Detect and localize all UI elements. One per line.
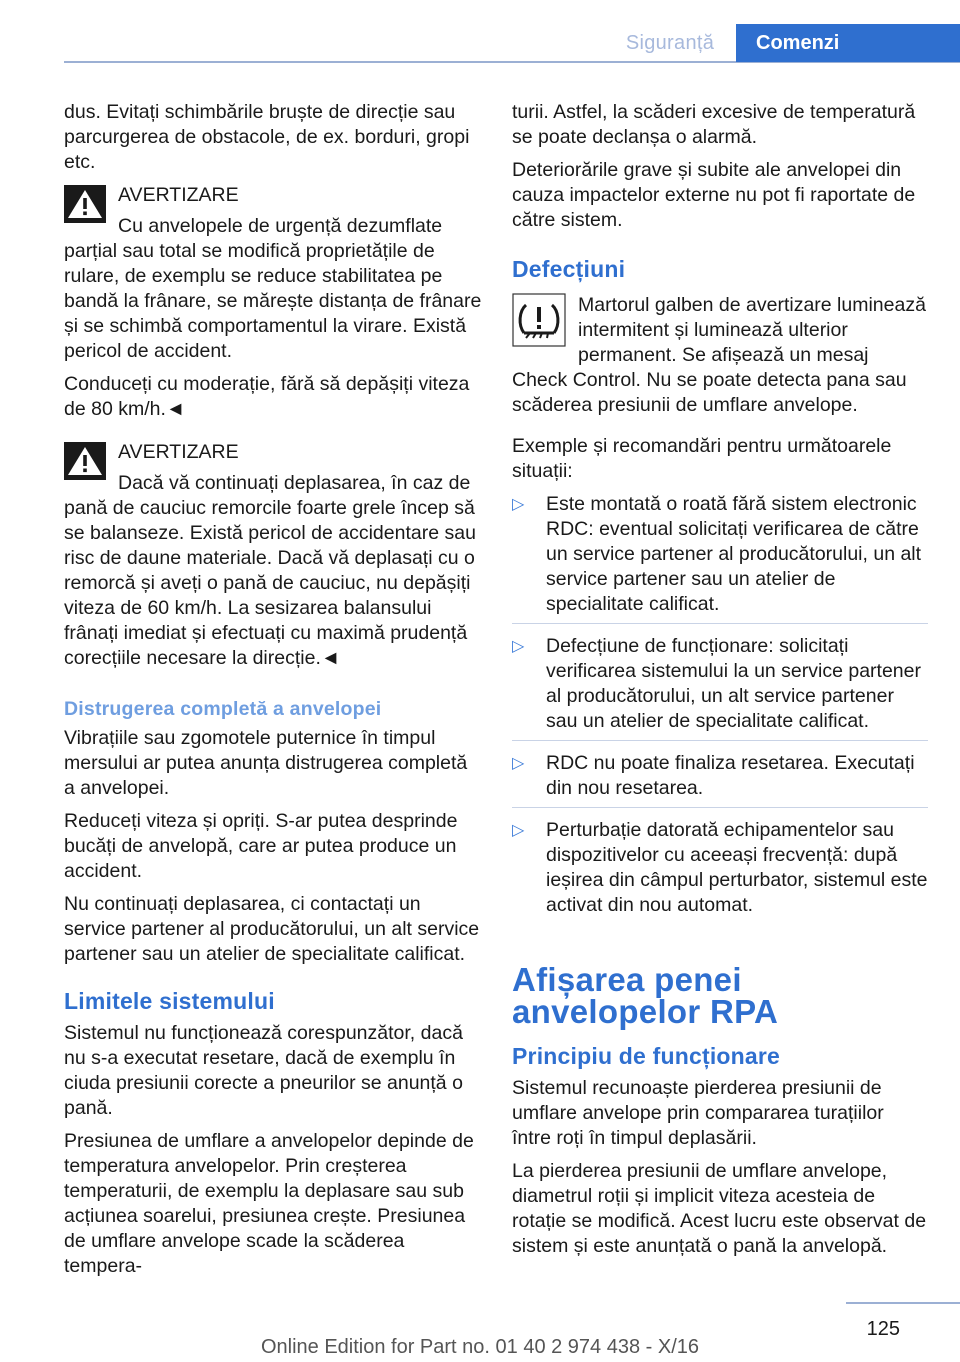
- situation-list: [512, 492, 928, 924]
- warning-label: AVERTIZARE: [118, 184, 239, 206]
- triangle-bullet-icon: ▷: [512, 755, 525, 772]
- paragraph-continuation: dus. Evitați schimbările bruște de direcție sau parcurgerea de obstacole, de ex. borduri, gropi etc.: [64, 101, 470, 173]
- list-item-text: Perturbație datorată echipamentelor sau dispozitivelor cu aceeași frecvență: după ieșirea din câmpul perturbator, sistemul este activat din nou automat.: [546, 819, 928, 916]
- paragraph: Presiunea de umflare a anvelopelor depinde de temperatura anvelopelor. Prin creșterea temperaturii, de exemplu la deplasare sau sub acțiunea soarelui, presiunea crește. Presiunea de umflare anvelope scade la scăderea tempera-: [64, 1130, 474, 1277]
- footer-rule: [846, 1302, 960, 1304]
- fault-lamp-block: [512, 293, 928, 418]
- list-item: [512, 818, 928, 924]
- paragraph: Martorul galben de avertizare luminează intermitent și luminează ulterior permanent. Se afișează un mesaj Check Control. Nu se poate detecta pana sau scăderea presiunii de umflare anvelope.: [512, 294, 926, 416]
- warning-label: AVERTIZARE: [118, 441, 239, 463]
- triangle-bullet-icon: ▷: [512, 638, 525, 655]
- paragraph: Nu continuați deplasarea, ci contactați un service partener al producătorului, un alt service partener sau un atelier de specialitate calificat.: [64, 893, 480, 965]
- paragraph: Deteriorările grave și subite ale anvelopei din cauza impactelor externe nu pot fi raportate de către sistem.: [512, 159, 916, 231]
- warning-block-1: [64, 183, 482, 422]
- list-item: [512, 492, 928, 624]
- paragraph: Reduceți viteza și opriți. S-ar putea desprinde bucăți de anvelopă, care ar putea produce un accident.: [64, 810, 458, 882]
- header-active-tab: Comenzi: [736, 24, 960, 62]
- heading-faults: Defecțiuni: [512, 256, 626, 282]
- triangle-bullet-icon: ▷: [512, 822, 525, 839]
- paragraph: Vibrațiile sau zgomotele puternice în timpul mersului ar putea anunța distrugerea completă a anvelopei.: [64, 727, 468, 799]
- paragraph: Exemple și recomandări pentru următoarele situații:: [512, 435, 892, 482]
- left-column: [64, 100, 482, 1287]
- paragraph: Sistemul recunoaște pierderea presiunii de umflare anvelope prin compararea turațiilor între roți în timpul deplasării.: [512, 1077, 884, 1149]
- paragraph: Sistemul nu funcționează corespunzător, dacă nu s-a executat resetare, dacă de exemplu în ciuda presiunii corecte a pneurilor se anunță o pană.: [64, 1022, 463, 1119]
- page-number: 125: [866, 1318, 900, 1340]
- list-item-text: Este montată o roată fără sistem electronic RDC: eventual solicitați verificarea de către un service partener al producătorului, un alt service partener sau un atelier de specialitate calificat.: [546, 493, 922, 615]
- paragraph: La pierderea presiunii de umflare anvelope, diametrul roții și implicit viteza acesteia de rotație se modifică. Acest lucru este observat de sistem și este anunțată o pană la anvelopă.: [512, 1160, 927, 1257]
- list-item-text: RDC nu poate finaliza resetarea. Executați din nou resetarea.: [546, 752, 915, 799]
- triangle-bullet-icon: ▷: [512, 496, 525, 513]
- warning-tail: Conduceți cu moderație, fără să depășiți viteza de 80 km/h.◄: [64, 373, 470, 420]
- paragraph: turii. Astfel, la scăderi excesive de temperatură se poate declanșa o alarmă.: [512, 101, 916, 148]
- warning-block-2: [64, 440, 482, 671]
- right-column: [512, 100, 928, 1267]
- warning-text: Dacă vă continuați deplasarea, în caz de pană de cauciuc remorcile foarte grele încep să se balanseze. Există pericol de accidentare sau risc de daune materiale. Dacă vă deplasați cu o remorcă și aveți o pană de cauciuc, nu depășiți viteza de 60 km/h. La sesizarea balansului frânați imediat și efectuați cu maximă prudență corecțiile necesare la direcție.◄: [64, 472, 476, 669]
- warning-triangle-icon: [64, 442, 106, 480]
- tire-pressure-warning-icon: [512, 293, 566, 347]
- list-item: [512, 634, 928, 741]
- heading-principle: Principiu de funcționare: [512, 1043, 781, 1069]
- warning-text: Cu anvelopele de urgență dezumflate parțial sau total se modifică proprietățile de rulare, de exemplu se reduce stabilitatea pe bandă la frânare, se mărește distanța de frânare și se schimbă comportamentul la virare. Există pericol de accident.: [64, 215, 482, 362]
- header-section-tab: Siguranță: [625, 32, 715, 54]
- warning-triangle-icon: [64, 185, 106, 223]
- list-item: [512, 751, 928, 808]
- edition-footer: Online Edition for Part no. 01 40 2 974 438 - X/16: [260, 1336, 700, 1358]
- subheading-tire-destruction: Distrugerea completă a anvelopei: [64, 698, 382, 720]
- list-item-text: Defecțiune de funcționare: solicitați verificarea sistemului la un service partener al producătorului, un alt service partener sau un atelier de specialitate calificat.: [546, 635, 921, 732]
- heading-system-limits: Limitele sistemului: [64, 988, 275, 1014]
- heading-rpa: Afișarea penei anvelopelor RPA: [512, 961, 779, 1030]
